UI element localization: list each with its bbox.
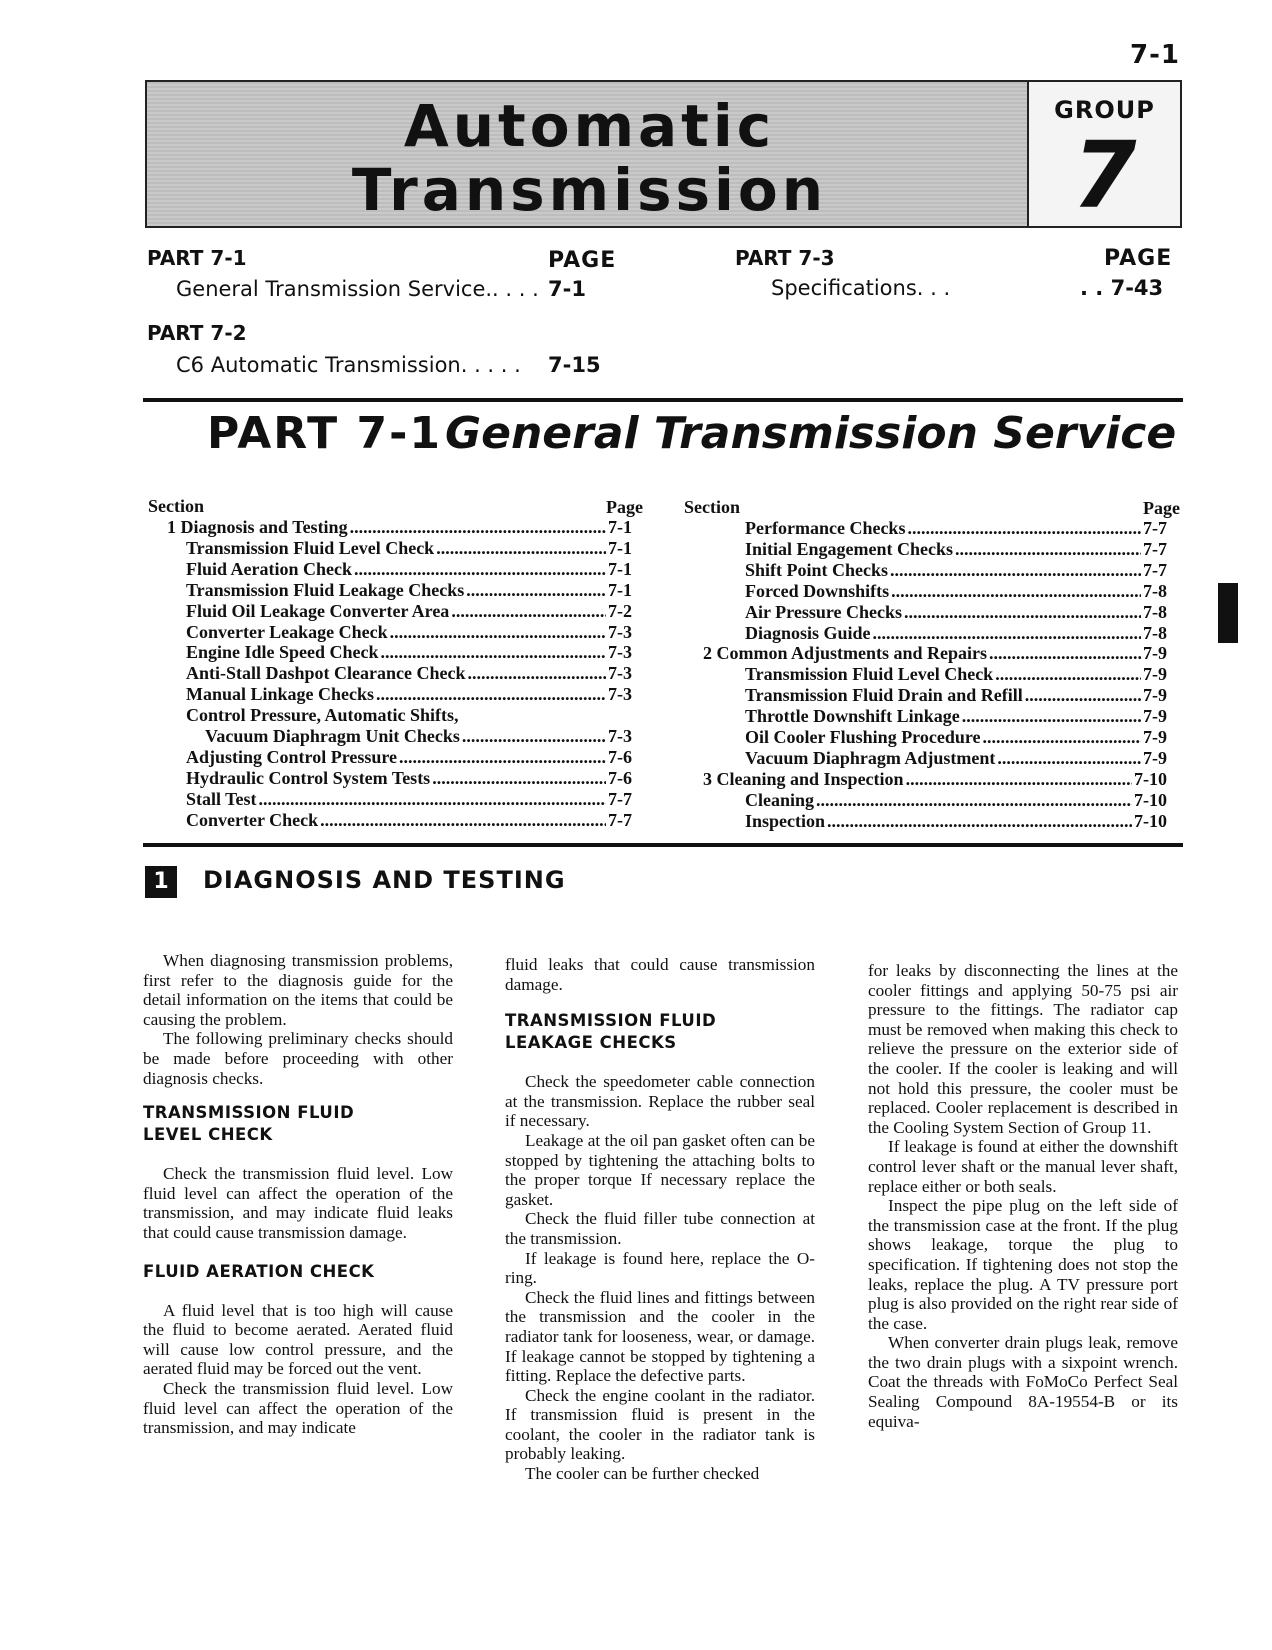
index-entry-page: 7-7 <box>608 809 632 830</box>
index-entry-page: 7-10 <box>1134 789 1167 810</box>
index-entry <box>745 539 1167 560</box>
toc-part-7-3: PART 7-3 <box>735 246 835 270</box>
toc-entry-specifications: Specifications. . . <box>771 276 951 300</box>
index-entry-title: Oil Cooler Flushing Procedure <box>745 727 981 747</box>
dot-leader <box>466 580 606 601</box>
index-entry-title: Cleaning <box>745 789 815 810</box>
index-entry-title: Inspection <box>745 810 826 831</box>
index-entry-page: 7-9 <box>1143 685 1167 706</box>
dot-leader <box>890 560 1141 581</box>
dot-leader <box>827 811 1132 832</box>
index-entry <box>186 601 632 622</box>
dot-leader <box>906 769 1132 790</box>
dot-leader <box>907 518 1141 539</box>
dot-leader <box>350 517 606 538</box>
paragraph: The cooler can be further checked <box>525 1464 760 1484</box>
title-banner <box>145 80 1030 228</box>
index-entry-page: 7-8 <box>1143 601 1167 622</box>
paragraph: The following preliminary checks should be made before proceeding with other diagnosis checks. <box>143 1029 453 1088</box>
dot-leader <box>436 538 606 559</box>
index-entry-page: 7-2 <box>608 600 632 621</box>
paragraph: Check the fluid lines and fittings between the transmission and the cooler in the radiator tank for looseness, wear, or damage. If leakage cannot be stopped by tightening a fitting. Replace the defective parts. <box>505 1287 815 1386</box>
paragraph: Check the transmission fluid level. Low fluid level can affect the operation of the transmission, and may indicate <box>143 1378 453 1438</box>
index-entry-page: 7-1 <box>608 558 632 579</box>
index-entry <box>745 664 1167 685</box>
index-entry-page: 7-9 <box>1143 706 1167 727</box>
index-page-heading: Page <box>1143 498 1180 518</box>
index-entry <box>186 705 459 726</box>
toc-entry-page: 7-15 <box>548 353 601 377</box>
paragraph: Check the engine coolant in the radiator. If transmission fluid is present in the coolant, the cooler in the radiator tank is probably leaking. <box>505 1385 815 1464</box>
index-entry-title: Fluid Oil Leakage Converter Area <box>186 600 450 621</box>
part-heading-label: PART 7-1 <box>207 408 442 459</box>
dot-leader <box>1025 685 1141 706</box>
index-entry-page: 7-1 <box>608 517 632 537</box>
index-entry <box>186 559 632 580</box>
dot-leader <box>462 726 606 747</box>
dot-leader <box>904 602 1141 623</box>
index-entry <box>186 747 632 768</box>
index-entry-page: 7-3 <box>608 726 632 746</box>
index-entry-title: Initial Engagement Checks <box>745 538 954 559</box>
paragraph: If leakage is found here, replace the O-ring. <box>505 1248 815 1288</box>
paragraph: Leakage at the oil pan gasket often can be stopped by tightening the attaching bolts to the proper torque If necessary replace the gasket. <box>505 1130 815 1209</box>
index-entry-title: Converter Leakage Check <box>186 621 388 642</box>
dot-leader <box>995 664 1141 685</box>
toc-page-heading-right: PAGE <box>1104 246 1173 271</box>
index-entry-title: Transmission Fluid Level Check <box>186 537 435 558</box>
paragraph: A fluid level that is too high will cause the fluid to become aerated. Aerated fluid will cause low control pressure, and the aerated fluid may be forced out the vent. <box>143 1300 453 1379</box>
index-entry-page: 7-9 <box>1143 643 1167 664</box>
toc-entry-general-service: General Transmission Service.. . . . <box>176 277 539 301</box>
dot-leader <box>432 768 606 789</box>
group-label: GROUP <box>1054 96 1155 124</box>
index-entry-title: Throttle Downshift Linkage <box>745 706 960 727</box>
title-line-1: Automatic <box>403 92 776 160</box>
title-line-2: Transmission <box>351 156 828 224</box>
index-entry-page: 7-3 <box>608 663 632 684</box>
dot-leader <box>376 684 606 705</box>
index-entry-page: 7-1 <box>608 537 632 558</box>
toc-page-heading-left: PAGE <box>548 248 617 273</box>
divider-rule <box>143 843 1183 847</box>
index-entry-page: 7-7 <box>1143 538 1167 559</box>
index-entry <box>186 810 632 831</box>
index-entry-page: 7-7 <box>1143 559 1167 580</box>
index-entry-page: 7-6 <box>608 767 632 788</box>
index-entry <box>745 706 1167 727</box>
index-entry-page: 7-8 <box>1143 580 1167 601</box>
index-entry <box>167 517 632 538</box>
subheading: FLUID AERATION CHECK <box>143 1261 375 1281</box>
index-section-heading: Section <box>148 496 204 516</box>
index-entry-title: Engine Idle Speed Check <box>186 642 379 663</box>
dot-leader <box>320 810 606 831</box>
index-entry-page: 7-10 <box>1134 768 1167 789</box>
section-number-badge: 1 <box>145 866 177 898</box>
index-entry <box>745 790 1167 811</box>
index-entry-page: 7-9 <box>1143 664 1167 685</box>
index-entry-title: 3 Cleaning and Inspection <box>703 768 904 789</box>
paragraph: Inspect the pipe plug on the left side of the transmission case at the front. If the plug shows leakage, torque the plug to specification. If tightening does not stop the leaks, replace the plug. A TV pressure port plug is also provided on the right rear side of the case. <box>868 1196 1178 1333</box>
index-entry-page: 7-7 <box>1143 518 1167 538</box>
index-entry-title: 2 Common Adjustments and Repairs <box>703 643 988 664</box>
edge-thumb-tab <box>1218 583 1238 643</box>
index-entry <box>186 768 632 789</box>
toc-part-7-1: PART 7-1 <box>147 246 247 270</box>
index-entry-title: Adjusting Control Pressure <box>186 746 398 767</box>
toc-entry-page: . . 7-43 <box>1080 276 1164 300</box>
index-entry-title: Control Pressure, Automatic Shifts, <box>186 705 459 726</box>
dot-leader <box>390 622 606 643</box>
index-entry <box>186 789 632 810</box>
index-entry-title: 1 Diagnosis and Testing <box>167 517 348 537</box>
page-number: 7-1 <box>1130 40 1180 70</box>
index-entry-title: Vacuum Diaphragm Adjustment <box>745 747 996 768</box>
index-entry-title: Manual Linkage Checks <box>186 684 375 705</box>
index-entry-title: Diagnosis Guide <box>745 622 871 643</box>
index-entry-page: 7-7 <box>608 788 632 809</box>
index-entry-page: 7-6 <box>608 746 632 767</box>
index-entry-page: 7-3 <box>608 684 632 705</box>
index-entry-page: 7-9 <box>1143 727 1167 747</box>
index-entry-page: 7-9 <box>1143 747 1167 768</box>
dot-leader <box>873 623 1141 644</box>
dot-leader <box>451 601 606 622</box>
paragraph: When converter drain plugs leak, remove the two drain plugs with a sixpoint wrench. Coat the threads with FoMoCo Perfect Seal Sealing Compound 8A-19554-B or its equiva- <box>868 1333 1178 1431</box>
dot-leader <box>997 748 1141 769</box>
index-page-heading: Page <box>606 497 643 517</box>
index-entry <box>703 643 1167 664</box>
group-number: 7 <box>1072 122 1137 229</box>
index-entry <box>186 663 632 684</box>
index-entry <box>745 748 1167 769</box>
body-column-1 <box>143 951 453 1438</box>
index-entry-title: Air Pressure Checks <box>745 601 902 622</box>
index-entry-page: 7-10 <box>1134 810 1167 831</box>
paragraph: When diagnosing transmission problems, first refer to the diagnosis guide for the detail information on the items that could be causing the problem. <box>143 951 453 1029</box>
index-entry <box>745 602 1167 623</box>
index-entry-title: Anti-Stall Dashpot Clearance Check <box>186 663 466 684</box>
index-entry <box>186 538 632 559</box>
index-entry-page: 7-8 <box>1143 622 1167 643</box>
index-entry-title: Transmission Fluid Leakage Checks <box>186 579 465 600</box>
dot-leader <box>962 706 1141 727</box>
index-entry-title: Stall Test <box>186 788 257 809</box>
dot-leader <box>816 790 1132 811</box>
index-entry <box>745 685 1167 706</box>
toc-part-7-2: PART 7-2 <box>147 321 247 345</box>
index-entry-title: Fluid Aeration Check <box>186 558 353 579</box>
index-entry-title: Converter Check <box>186 809 319 830</box>
toc-entry-page: 7-1 <box>548 277 586 301</box>
index-entry <box>186 622 632 643</box>
paragraph: for leaks by disconnecting the lines at the cooler fittings and applying 50-75 psi air pressure to the fittings. The radiator cap must be removed when making this check to relieve the pressure on the exterior side of the cooler. If the cooler is leaking and will not hold this pressure, the cooler must be replaced. Cooler replacement is described in the Cooling System Section of Group 11. <box>868 961 1178 1137</box>
index-entry-title: Forced Downshifts <box>745 580 890 601</box>
paragraph: Check the fluid filler tube connection at the transmission. <box>505 1209 815 1248</box>
divider-rule <box>143 398 1183 402</box>
paragraph: fluid leaks that could cause transmission damage. <box>505 955 815 994</box>
dot-leader <box>983 727 1141 748</box>
index-entry <box>186 642 632 663</box>
dot-leader <box>989 643 1141 664</box>
index-entry-page: 7-3 <box>608 642 632 663</box>
index-entry-title: Transmission Fluid Level Check <box>745 664 994 685</box>
index-entry <box>745 811 1167 832</box>
paragraph: Check the speedometer cable connection at the transmission. Replace the rubber seal if necessary. <box>505 1072 815 1131</box>
paragraph: If leakage is found at either the downshift control lever shaft or the manual lever shaft, replace either or both seals. <box>868 1137 1178 1196</box>
index-entry <box>745 560 1167 581</box>
body-column-3 <box>868 961 1178 1431</box>
index-entry-title: Performance Checks <box>745 518 906 538</box>
index-entry-title: Vacuum Diaphragm Unit Checks <box>205 726 460 746</box>
subheading: TRANSMISSION FLUID LEAKAGE CHECKS <box>505 1011 717 1053</box>
index-entry <box>186 684 632 705</box>
group-box <box>1027 80 1182 228</box>
dot-leader <box>891 581 1141 602</box>
index-entry <box>205 726 632 747</box>
index-entry-title: Hydraulic Control System Tests <box>186 767 431 788</box>
index-entry <box>703 769 1167 790</box>
index-entry <box>745 581 1167 602</box>
index-entry <box>186 580 632 601</box>
dot-leader <box>259 789 606 810</box>
index-entry <box>745 518 1167 539</box>
section-title: DIAGNOSIS AND TESTING <box>203 866 566 894</box>
paragraph: Check the transmission fluid level. Low fluid level can affect the operation of the transmission, and may indicate fluid leaks that could cause transmission damage. <box>143 1164 453 1242</box>
dot-leader <box>955 539 1141 560</box>
dot-leader <box>354 559 606 580</box>
dot-leader <box>399 747 606 768</box>
index-entry-page: 7-1 <box>608 579 632 600</box>
index-entry-title: Shift Point Checks <box>745 559 889 580</box>
part-heading-title: General Transmission Service <box>445 408 1177 459</box>
index-entry-page: 7-3 <box>608 621 632 642</box>
toc-entry-c6: C6 Automatic Transmission. . . . . <box>176 353 521 377</box>
body-column-2 <box>505 955 815 1484</box>
index-section-heading: Section <box>684 497 740 517</box>
index-entry <box>745 623 1167 644</box>
index-entry-title: Transmission Fluid Drain and Refill <box>745 685 1023 706</box>
dot-leader <box>468 663 607 684</box>
subheading: TRANSMISSION FLUID LEVEL CHECK <box>143 1103 355 1145</box>
dot-leader <box>381 642 606 663</box>
index-entry <box>745 727 1167 748</box>
